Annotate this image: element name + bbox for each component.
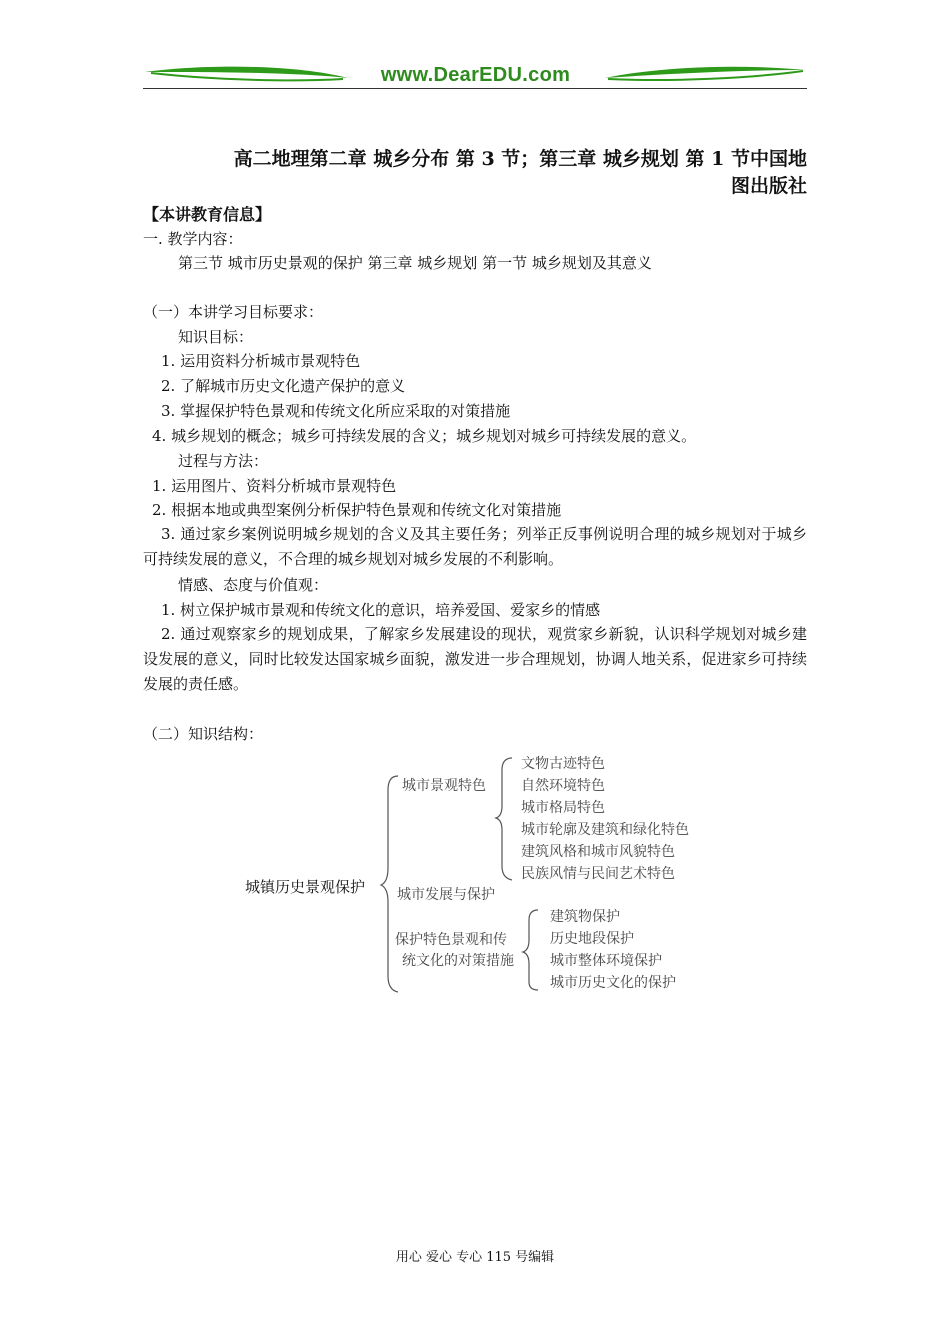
page-title-line2: 图出版社 bbox=[730, 175, 807, 197]
diagram-leaf: 城市格局特色 bbox=[521, 800, 605, 816]
process-item: 1. 运用图片、资料分析城市景观特色 bbox=[152, 477, 397, 495]
diagram-leaf: 城市轮廓及建筑和绿化特色 bbox=[521, 822, 689, 838]
emotion-item-1: 1. 树立保护城市景观和传统文化的意识，培养爱国、爱家乡的情感 bbox=[161, 601, 601, 619]
page-title-line1: 高二地理第二章 城乡分布 第 3 节；第三章 城乡规划 第 1 节中国地 bbox=[233, 148, 807, 170]
diagram-leaf: 历史地段保护 bbox=[550, 931, 634, 947]
diagram-leaf: 建筑风格和城市风貌特色 bbox=[521, 844, 675, 860]
section-heading: 【本讲教育信息】 bbox=[143, 205, 272, 224]
content-heading: 一. 教学内容： bbox=[143, 230, 243, 248]
objectives-heading: （一）本讲学习目标要求： bbox=[143, 303, 324, 321]
diagram-leaf: 文物古迹特色 bbox=[521, 756, 605, 772]
diagram-leaf: 民族风情与民间艺术特色 bbox=[521, 866, 675, 882]
knowledge-item: 1. 运用资料分析城市景观特色 bbox=[161, 352, 361, 370]
process-item-3: 3. 通过家乡案例说明城乡规划的含义及其主要任务；列举正反事例说明合理的城乡规划对于城乡可持续发展的意义，不合理的城乡规划对城乡发展的不利影响。 bbox=[143, 525, 807, 568]
content-topic: 第三节 城市历史景观的保护 第三章 城乡规划 第一节 城乡规划及其意义 bbox=[178, 254, 652, 272]
diagram-branch: 统文化的对策措施 bbox=[402, 953, 514, 969]
knowledge-item: 2. 了解城市历史文化遗产保护的意义 bbox=[161, 377, 406, 395]
process-item: 2. 根据本地或典型案例分析保护特色景观和传统文化对策措施 bbox=[152, 501, 562, 519]
brand-logo-text: www.DearEDU.com bbox=[380, 64, 571, 86]
diagram-leaf: 自然环境特色 bbox=[521, 778, 605, 794]
diagram-root: 城镇历史景观保护 bbox=[245, 879, 366, 896]
emotion-label: 情感、态度与价值观： bbox=[178, 576, 329, 594]
page-footer: 用心 爱心 专心 115 号编辑 bbox=[395, 1250, 555, 1265]
diagram-branch: 城市景观特色 bbox=[402, 778, 486, 794]
diagram-leaf: 城市历史文化的保护 bbox=[550, 975, 676, 991]
emotion-item-2: 2. 通过观察家乡的规划成果，了解家乡发展建设的现状，观赏家乡新貌，认识科学规划对城乡建设发展的意义，同时比较发达国家城乡面貌，激发进一步合理规划，协调人地关系，促进家乡可持续发展的责任感。 bbox=[143, 625, 807, 693]
knowledge-label: 知识目标： bbox=[178, 328, 254, 346]
process-label: 过程与方法： bbox=[178, 452, 269, 470]
knowledge-item: 3. 掌握保护特色景观和传统文化所应采取的对策措施 bbox=[161, 402, 511, 420]
diagram-leaf: 建筑物保护 bbox=[550, 909, 620, 925]
diagram-leaf: 城市整体环境保护 bbox=[550, 953, 662, 969]
diagram-branch: 保护特色景观和传 bbox=[395, 932, 507, 948]
diagram-branch: 城市发展与保护 bbox=[397, 887, 495, 903]
knowledge-item: 4. 城乡规划的概念；城乡可持续发展的含义；城乡规划对城乡可持续发展的意义。 bbox=[152, 427, 697, 445]
structure-heading: （二）知识结构： bbox=[143, 725, 264, 743]
